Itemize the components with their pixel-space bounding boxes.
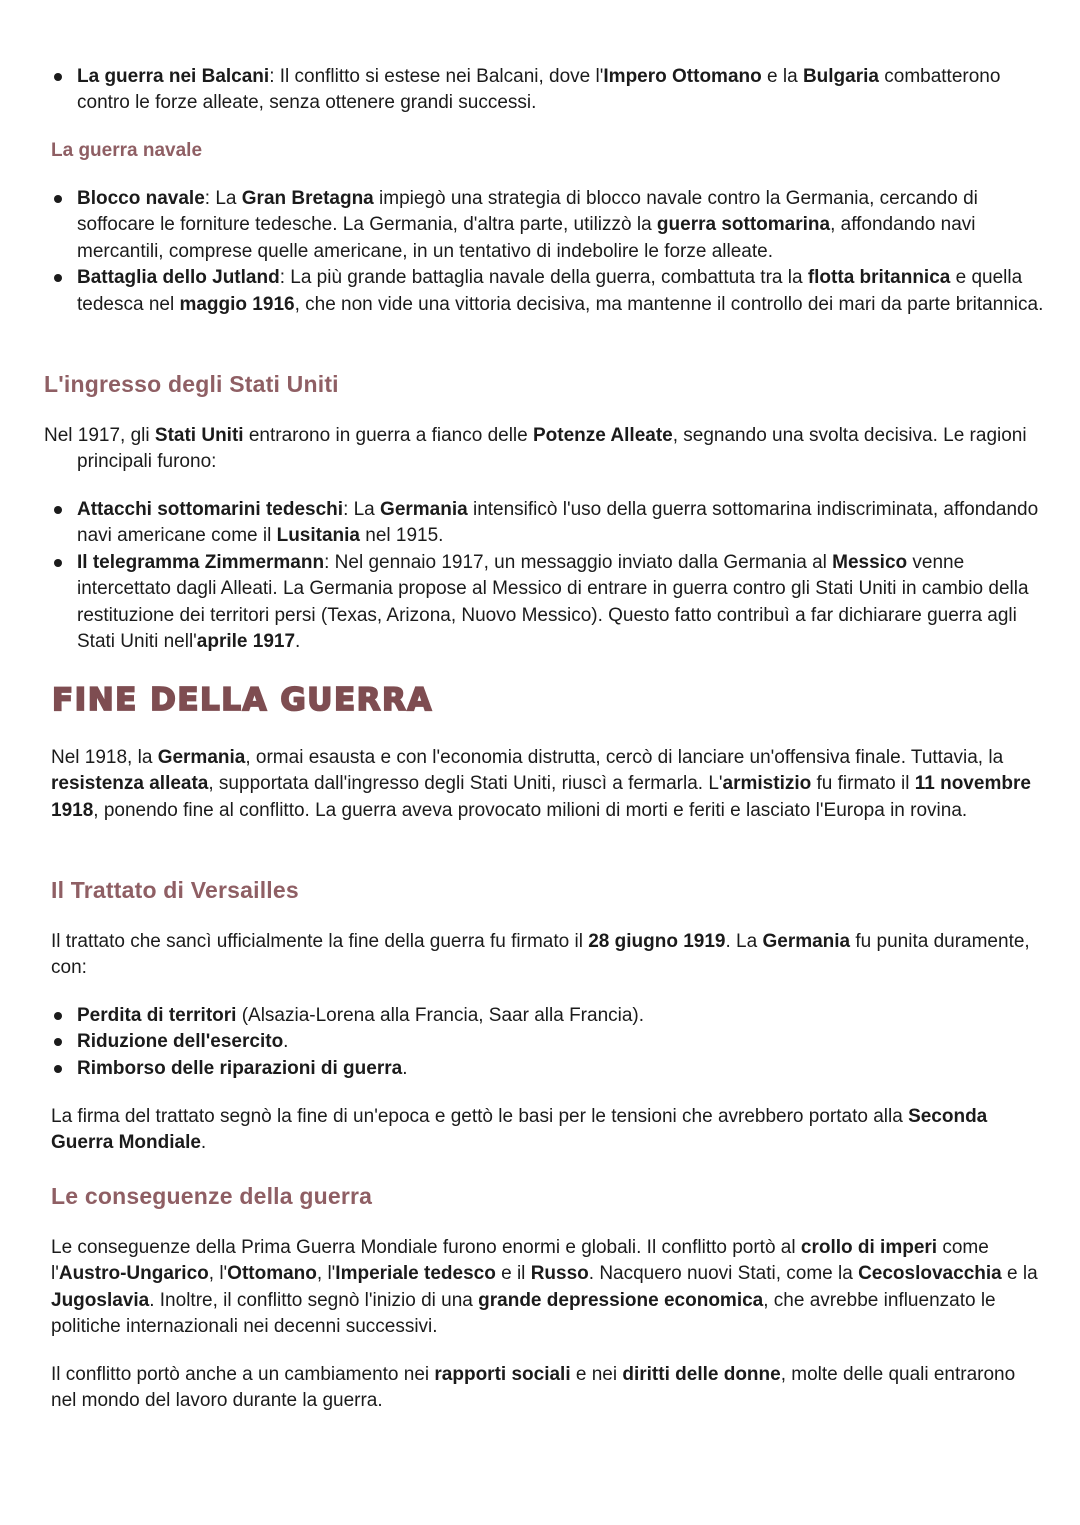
bullet-army: Riduzione dell'esercito. [53, 1029, 1053, 1055]
bullet-telegram: Il telegramma Zimmermann: Nel gennaio 1917, un messaggio inviato dalla Germania al Messico venne intercettato dagli Alleati. La Germania propose al Messico di entrare in guerra contro gli Stati Uniti in cambio della restituzione dei territori persi (Texas, Arizona, Nuovo Messico). Questo fatto contribuì a far dichiarare guerra agli Stati Uniti nell'aprile 1917. [53, 550, 1053, 656]
section-heading-naval: La guerra navale [51, 140, 203, 161]
bullet-blockade: Blocco navale: La Gran Bretagna impiegò una strategia di blocco navale contro la Germania, cercando di soffocare le forniture tedesche. La Germania, d'altra parte, utilizzò la guerra sottomarina, affondando navi mercantili, comprese quelle americane, in un tentativo di indebolire le forze alleate. [53, 186, 1053, 265]
bullet-submarine: Attacchi sottomarini tedeschi: La Germania intensificò l'uso della guerra sottomarina indiscriminata, affondando navi americane come il Lusitania nel 1915. [53, 497, 1053, 550]
consequences-paragraph: Le conseguenze della Prima Guerra Mondiale furono enormi e globali. Il conflitto portò al crollo di imperi come l'Austro-Ungarico, l'Ottomano, l'Imperiale tedesco e il Russo. Nacquero nuovi Stati, come la Cecoslovacchia e la Jugoslavia. Inoltre, il conflitto segnò l'inizio di una grande depressione economica, che avrebbe influenzato le politiche internazionali nei decenni successivi. [51, 1237, 1038, 1338]
section-heading-versailles: Il Trattato di Versailles [51, 877, 299, 903]
section-heading-consequences: Le conseguenze della guerra [51, 1183, 373, 1209]
versailles-intro: Il trattato che sancì ufficialmente la fine della guerra fu firmato il 28 giugno 1919. La Germania fu punita duramente, con: [51, 931, 1030, 979]
bullet-jutland: Battaglia dello Jutland: La più grande battaglia navale della guerra, combattuta tra la flotta britannica e quella tedesca nel maggio 1916, che non vide una vittoria decisiva, ma mantenne il controllo dei mari da parte britannica. [53, 265, 1053, 318]
bullet-territories: Perdita di territori (Alsazia-Lorena alla Francia, Saar alla Francia). [53, 1003, 1053, 1029]
bullet-reparations: Rimborso delle riparazioni di guerra. [53, 1056, 1053, 1082]
versailles-list [53, 1003, 1053, 1082]
usa-list [53, 497, 1053, 655]
balkans-list [53, 64, 1053, 117]
section-heading-usa: L'ingresso degli Stati Uniti [44, 371, 339, 397]
naval-list [53, 186, 1053, 318]
usa-intro: Nel 1917, gli Stati Uniti entrarono in guerra a fianco delle Potenze Alleate, segnando una svolta decisiva. Le ragioni principali furono: [44, 425, 1027, 473]
versailles-conclusion: La firma del trattato segnò la fine di un'epoca e gettò le basi per le tensioni che avrebbero portato alla Seconda Guerra Mondiale. [51, 1106, 988, 1154]
bullet-balkans: La guerra nei Balcani: Il conflitto si estese nei Balcani, dove l'Impero Ottomano e la Bulgaria combatterono contro le forze alleate, senza ottenere grandi successi. [53, 64, 1053, 117]
consequences-social: Il conflitto portò anche a un cambiamento nei rapporti sociali e nei diritti delle donne, molte delle quali entrarono nel mondo del lavoro durante la guerra. [51, 1364, 1016, 1412]
end-paragraph: Nel 1918, la Germania, ormai esausta e con l'economia distrutta, cercò di lanciare un'offensiva finale. Tuttavia, la resistenza alleata, supportata dall'ingresso degli Stati Uniti, riuscì a fermarla. L'armistizio fu firmato il 11 novembre 1918, ponendo fine al conflitto. La guerra aveva provocato milioni di morti e feriti e lasciato l'Europa in rovina. [51, 747, 1031, 821]
chapter-heading-end: FINE DELLA GUERRA [52, 682, 433, 718]
